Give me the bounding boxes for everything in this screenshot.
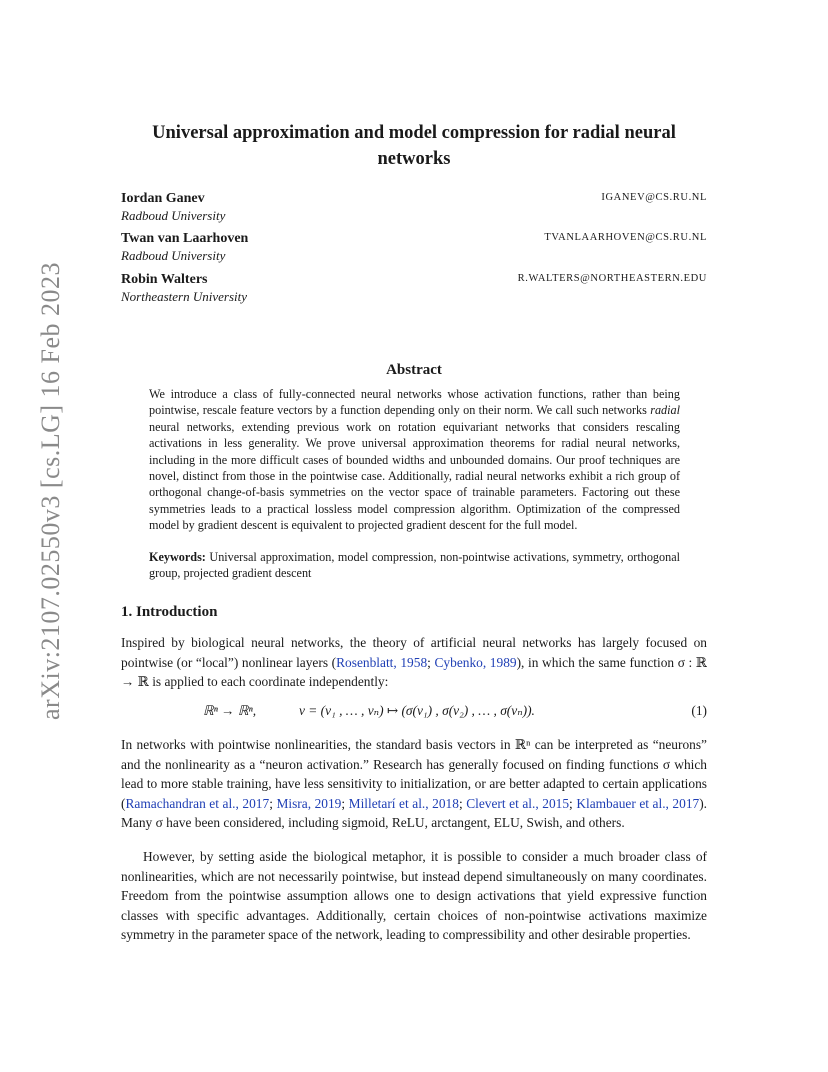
paragraph-text: ; — [427, 654, 435, 670]
author-affiliation: Radboud University — [121, 248, 226, 263]
citation-link[interactable]: Clevert et al., 2015 — [466, 795, 570, 811]
keywords-label: Keywords: — [149, 550, 206, 564]
abstract-heading: Abstract — [386, 362, 442, 378]
paragraph-text: ; — [458, 795, 467, 811]
paragraph: However, by setting aside the biological metaphor, it is possible to consider a much broader class of nonlinearities, which are not necessarily pointwise, but instead depend simultaneously on many coordinates. Freedom from the pointwise assumption allows one to design activations that yield expressive function classes with specific advantages. Additionally, certain choices of non-pointwise activations maximize symmetry in the parameter space of the network, leading to compressibility and other desirable properties. — [121, 849, 707, 943]
paragraph-text: ), in which the same function σ : ℝ → ℝ is applied to each coordinate independently: — [121, 654, 708, 690]
equation-rhs: v = (v₁ , … , vₙ) ↦ (σ(v₁) , σ(v₂) , … , σ(vₙ)). — [299, 703, 535, 718]
keywords — [149, 549, 680, 582]
equation-number: (1) — [691, 703, 707, 718]
citation-link[interactable]: Cybenko, 1989 — [434, 654, 517, 670]
paragraph — [121, 633, 707, 692]
abstract-text-part: neural networks, extending previous work on rotation equivariant networks that considers rescaling activations in less generality. We prove universal approximation theorems for radial neural networks, including in the more difficult cases of bounded widths and unbounded domains. Our proof techniques are novel, distinct from those in the pointwise case. Additionally, radial neural networks exhibit a rich group of orthogonal change-of-basis symmetries on the vector space of trainable parameters. Factoring out these symmetries leads to a practical lossless model compression algorithm. Optimization of the compressed model by gradient descent is equivalent to projected gradient descent for the full model. — [149, 419, 680, 533]
paragraph-text: ; — [269, 795, 277, 811]
author-affiliation: Radboud University — [121, 208, 226, 223]
keywords-list: Universal approximation, model compression, non-pointwise activations, symmetry, orthogonal group, projected gradient descent — [149, 550, 680, 581]
author-email: IGANEV@CS.RU.NL — [601, 192, 707, 203]
author-email: R.WALTERS@NORTHEASTERN.EDU — [517, 273, 707, 284]
paragraph-text: In networks with pointwise nonlinearities, the standard basis vectors in ℝⁿ can be interpreted as “neurons” and the nonlinearity as a “neuron activation.” Research has generally focused on finding functions σ which lead to more stable training, have less sensitivity to initialization, or are better adapted to certain applications ( — [121, 737, 707, 811]
author-email: TVANLAARHOVEN@CS.RU.NL — [544, 232, 707, 243]
section-heading: 1. Introduction — [121, 604, 218, 620]
author-name: Iordan Ganev — [121, 191, 205, 206]
abstract-emphasis: radial — [650, 403, 680, 418]
equation-1 — [121, 703, 707, 723]
citation-link[interactable]: Klambauer et al., 2017 — [576, 795, 700, 811]
citation-link[interactable]: Ramachandran et al., 2017 — [125, 795, 270, 811]
citation-link[interactable]: Misra, 2019 — [276, 795, 342, 811]
equation-lhs: ℝⁿ → ℝⁿ, — [203, 703, 257, 718]
author-block — [121, 190, 707, 224]
author-block — [121, 230, 707, 264]
author-name: Twan van Laarhoven — [121, 231, 249, 246]
author-affiliation: Northeastern University — [121, 289, 248, 304]
abstract-text — [149, 386, 680, 534]
paragraph-text: ). Many σ have been considered, including sigmoid, ReLU, arctangent, ELU, Swish, and others. — [121, 795, 708, 831]
citation-link[interactable]: Milletarí et al., 2018 — [348, 795, 459, 811]
paragraph-text: Inspired by biological neural networks, the theory of artificial neural networks has largely focused on pointwise (or “local”) nonlinear layers ( — [121, 635, 707, 670]
author-block — [121, 271, 707, 305]
paragraph-text: ; — [341, 795, 349, 811]
paragraph-text: ; — [569, 795, 577, 811]
arxiv-identifier: arXiv:2107.02550v3 [cs.LG] 16 Feb 2023 — [36, 261, 65, 720]
paper-title: Universal approximation and model compression for radial neural networks — [152, 123, 676, 169]
paragraph — [121, 735, 707, 833]
citation-link[interactable]: Rosenblatt, 1958 — [336, 654, 428, 670]
abstract-text-part: We introduce a class of fully-connected neural networks whose activation functions, rather than being pointwise, rescale feature vectors by a function depending only on their norm. We call such networks — [149, 387, 680, 418]
author-name: Robin Walters — [121, 272, 208, 287]
